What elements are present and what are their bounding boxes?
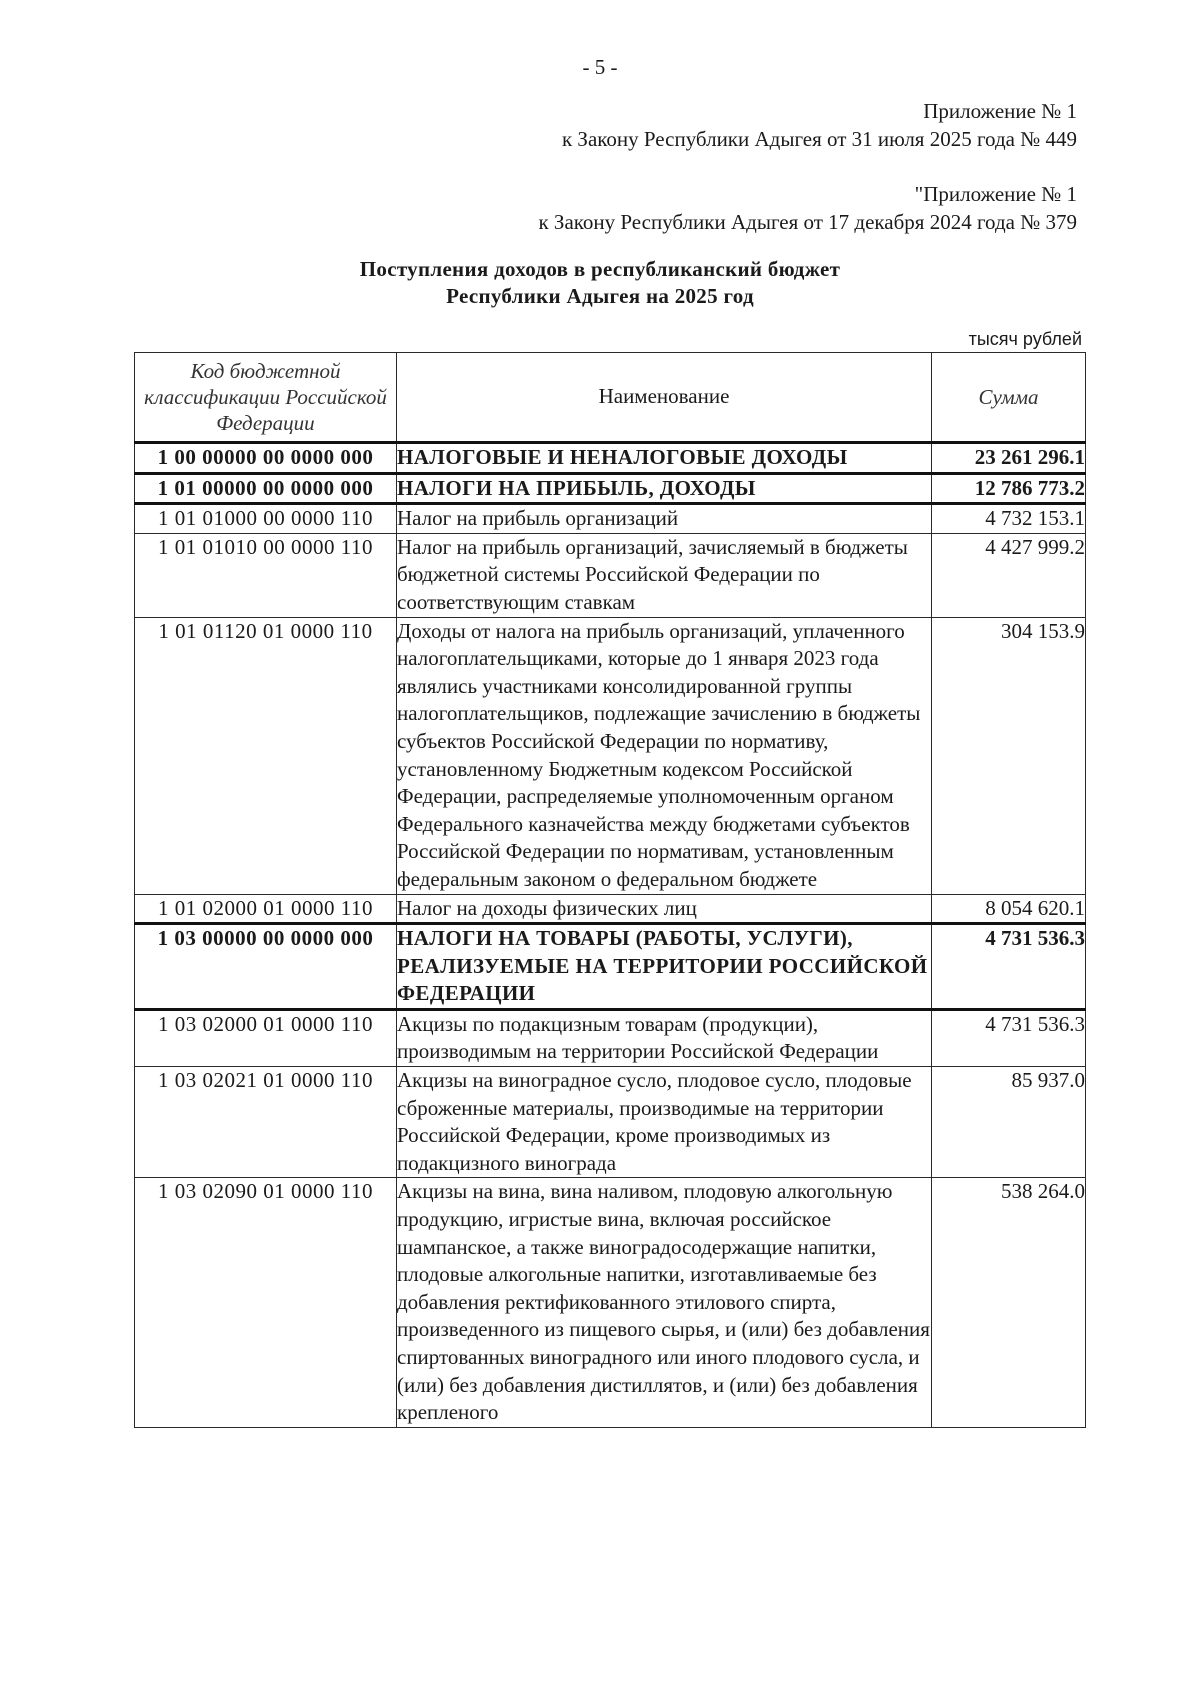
row-name: НАЛОГОВЫЕ И НЕНАЛОГОВЫЕ ДОХОДЫ xyxy=(397,443,932,474)
row-code: 1 01 00000 00 0000 000 xyxy=(135,473,397,504)
table-row xyxy=(135,1009,1086,1066)
row-sum: 4 731 536.3 xyxy=(932,1009,1086,1066)
row-sum: 4 732 153.1 xyxy=(932,504,1086,534)
row-name: НАЛОГИ НА ПРИБЫЛЬ, ДОХОДЫ xyxy=(397,473,932,504)
row-code: 1 00 00000 00 0000 000 xyxy=(135,443,397,474)
row-name: Доходы от налога на прибыль организаций, уплаченного налогоплательщиками, которые до 1 января 2023 года являлись участниками консолидированной группы налогоплательщиков, подлежащие зачислению в бюджеты субъектов Российской Федерации по нормативу, установленному Бюджетным кодексом Российской Федерации, распределяемые уполномоченным органом Федерального казначейства между бюджетами субъектов Российской Федерации по нормативам, установленным федеральным законом о федеральном бюджете xyxy=(397,617,932,894)
row-sum: 4 427 999.2 xyxy=(932,533,1086,617)
annex-original xyxy=(538,180,1077,236)
table-row xyxy=(135,924,1086,1010)
row-sum: 12 786 773.2 xyxy=(932,473,1086,504)
row-code: 1 01 01010 00 0000 110 xyxy=(135,533,397,617)
document-title xyxy=(0,256,1200,310)
row-code: 1 01 01120 01 0000 110 xyxy=(135,617,397,894)
header-code: Код бюджетной классификации Российской Федерации xyxy=(135,353,397,443)
row-sum: 4 731 536.3 xyxy=(932,924,1086,1010)
annex-current xyxy=(562,97,1077,153)
table-header-row xyxy=(135,353,1086,443)
row-name: Акцизы по подакцизным товарам (продукции), производимым на территории Российской Федерации xyxy=(397,1009,932,1066)
header-sum: Сумма xyxy=(932,353,1086,443)
table-row xyxy=(135,473,1086,504)
row-code: 1 01 01000 00 0000 110 xyxy=(135,504,397,534)
table-row xyxy=(135,504,1086,534)
row-sum: 8 054 620.1 xyxy=(932,894,1086,924)
row-name: Налог на доходы физических лиц xyxy=(397,894,932,924)
units-label: тысяч рублей xyxy=(968,329,1082,349)
row-name: Акцизы на виноградное сусло, плодовое сусло, плодовые сброженные материалы, производимые на территории Российской Федерации, кроме производимых из подакцизного винограда xyxy=(397,1067,932,1178)
annex-original-line1: "Приложение № 1 xyxy=(914,182,1077,206)
document-title-line1: Поступления доходов в республиканский бюджет xyxy=(359,257,841,281)
table-row xyxy=(135,533,1086,617)
document-title-line2: Республики Адыгея на 2025 год xyxy=(446,284,754,308)
page-number: - 5 - xyxy=(582,55,618,79)
table-row xyxy=(135,617,1086,894)
table-row xyxy=(135,894,1086,924)
row-name: Налог на прибыль организаций xyxy=(397,504,932,534)
row-code: 1 03 02090 01 0000 110 xyxy=(135,1178,397,1427)
annex-original-line2: к Закону Республики Адыгея от 17 декабря 2024 года № 379 xyxy=(538,210,1077,234)
annex-current-line2: к Закону Республики Адыгея от 31 июля 2025 года № 449 xyxy=(561,127,1077,151)
table-row xyxy=(135,1178,1086,1427)
row-code: 1 03 02021 01 0000 110 xyxy=(135,1067,397,1178)
annex-current-line1: Приложение № 1 xyxy=(923,99,1077,123)
row-name: Налог на прибыль организаций, зачисляемый в бюджеты бюджетной системы Российской Федерации по соответствующим ставкам xyxy=(397,533,932,617)
table-row xyxy=(135,443,1086,474)
row-name: НАЛОГИ НА ТОВАРЫ (РАБОТЫ, УСЛУГИ), РЕАЛИЗУЕМЫЕ НА ТЕРРИТОРИИ РОССИЙСКОЙ ФЕДЕРАЦИИ xyxy=(397,924,932,1010)
row-code: 1 03 00000 00 0000 000 xyxy=(135,924,397,1010)
row-sum: 23 261 296.1 xyxy=(932,443,1086,474)
table-row xyxy=(135,1067,1086,1178)
header-name: Наименование xyxy=(397,353,932,443)
revenue-table xyxy=(134,352,1086,1428)
row-name: Акцизы на вина, вина наливом, плодовую алкогольную продукцию, игристые вина, включая российское шампанское, а также виноградосодержащие напитки, плодовые алкогольные напитки, изготавливаемые без добавления ректификованного этилового спирта, произведенного из пищевого сырья, и (или) без добавления спиртованных виноградного или иного плодового сусла, и (или) без добавления дистиллятов, и (или) без добавления крепленого xyxy=(397,1178,932,1427)
row-code: 1 03 02000 01 0000 110 xyxy=(135,1009,397,1066)
row-sum: 85 937.0 xyxy=(932,1067,1086,1178)
row-sum: 538 264.0 xyxy=(932,1178,1086,1427)
row-sum: 304 153.9 xyxy=(932,617,1086,894)
row-code: 1 01 02000 01 0000 110 xyxy=(135,894,397,924)
